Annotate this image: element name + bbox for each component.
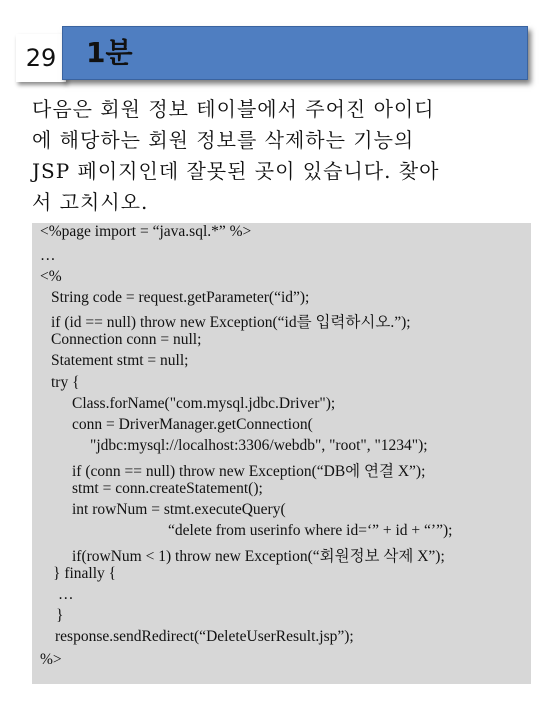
code-line: if (conn == null) throw new Exception(“DB에 연결 X”); bbox=[72, 463, 426, 480]
code-line: } finally { bbox=[53, 565, 117, 582]
code-line: Connection conn = null; bbox=[51, 331, 202, 348]
question-line: JSP 페이지인데 잘못된 곳이 있습니다. 찾아 bbox=[32, 159, 440, 183]
code-line: <% bbox=[40, 268, 62, 285]
code-line: } bbox=[56, 607, 64, 624]
question-line: 다음은 회원 정보 테이블에서 주어진 아이디 bbox=[32, 97, 435, 121]
code-line: if (id == null) throw new Exception(“id를 입력하시오.”); bbox=[51, 314, 411, 331]
code-line: conn = DriverManager.getConnection( bbox=[72, 416, 313, 433]
code-line: Class.forName("com.mysql.jdbc.Driver"); bbox=[72, 395, 336, 412]
code-line: … bbox=[58, 586, 74, 603]
code-line: stmt = conn.createStatement(); bbox=[72, 480, 263, 497]
code-line: “delete from userinfo where id=‘” + id + “’”); bbox=[168, 522, 453, 539]
code-line: try { bbox=[51, 374, 80, 391]
slide-title: 1분 bbox=[86, 36, 133, 69]
question-line: 에 해당하는 회원 정보를 삭제하는 기능의 bbox=[32, 128, 415, 152]
code-line: Statement stmt = null; bbox=[51, 352, 189, 369]
code-line: String code = request.getParameter(“id”); bbox=[51, 289, 310, 306]
code-line: "jdbc:mysql://localhost:3306/webdb", "root", "1234"); bbox=[90, 437, 428, 454]
slide-number: 29 bbox=[16, 34, 66, 82]
question-line: 서 고치시오. bbox=[32, 190, 149, 214]
question-text bbox=[32, 94, 522, 218]
code-line: if(rowNum < 1) throw new Exception(“회원정보 삭제 X”); bbox=[72, 548, 445, 565]
code-block bbox=[32, 223, 531, 684]
code-line: int rowNum = stmt.executeQuery( bbox=[72, 501, 286, 518]
code-line: response.sendRedirect(“DeleteUserResult.jsp”); bbox=[55, 628, 354, 645]
code-line: %> bbox=[40, 651, 62, 668]
code-line: <%page import = “java.sql.*” %> bbox=[40, 223, 252, 240]
code-line: … bbox=[40, 247, 56, 264]
